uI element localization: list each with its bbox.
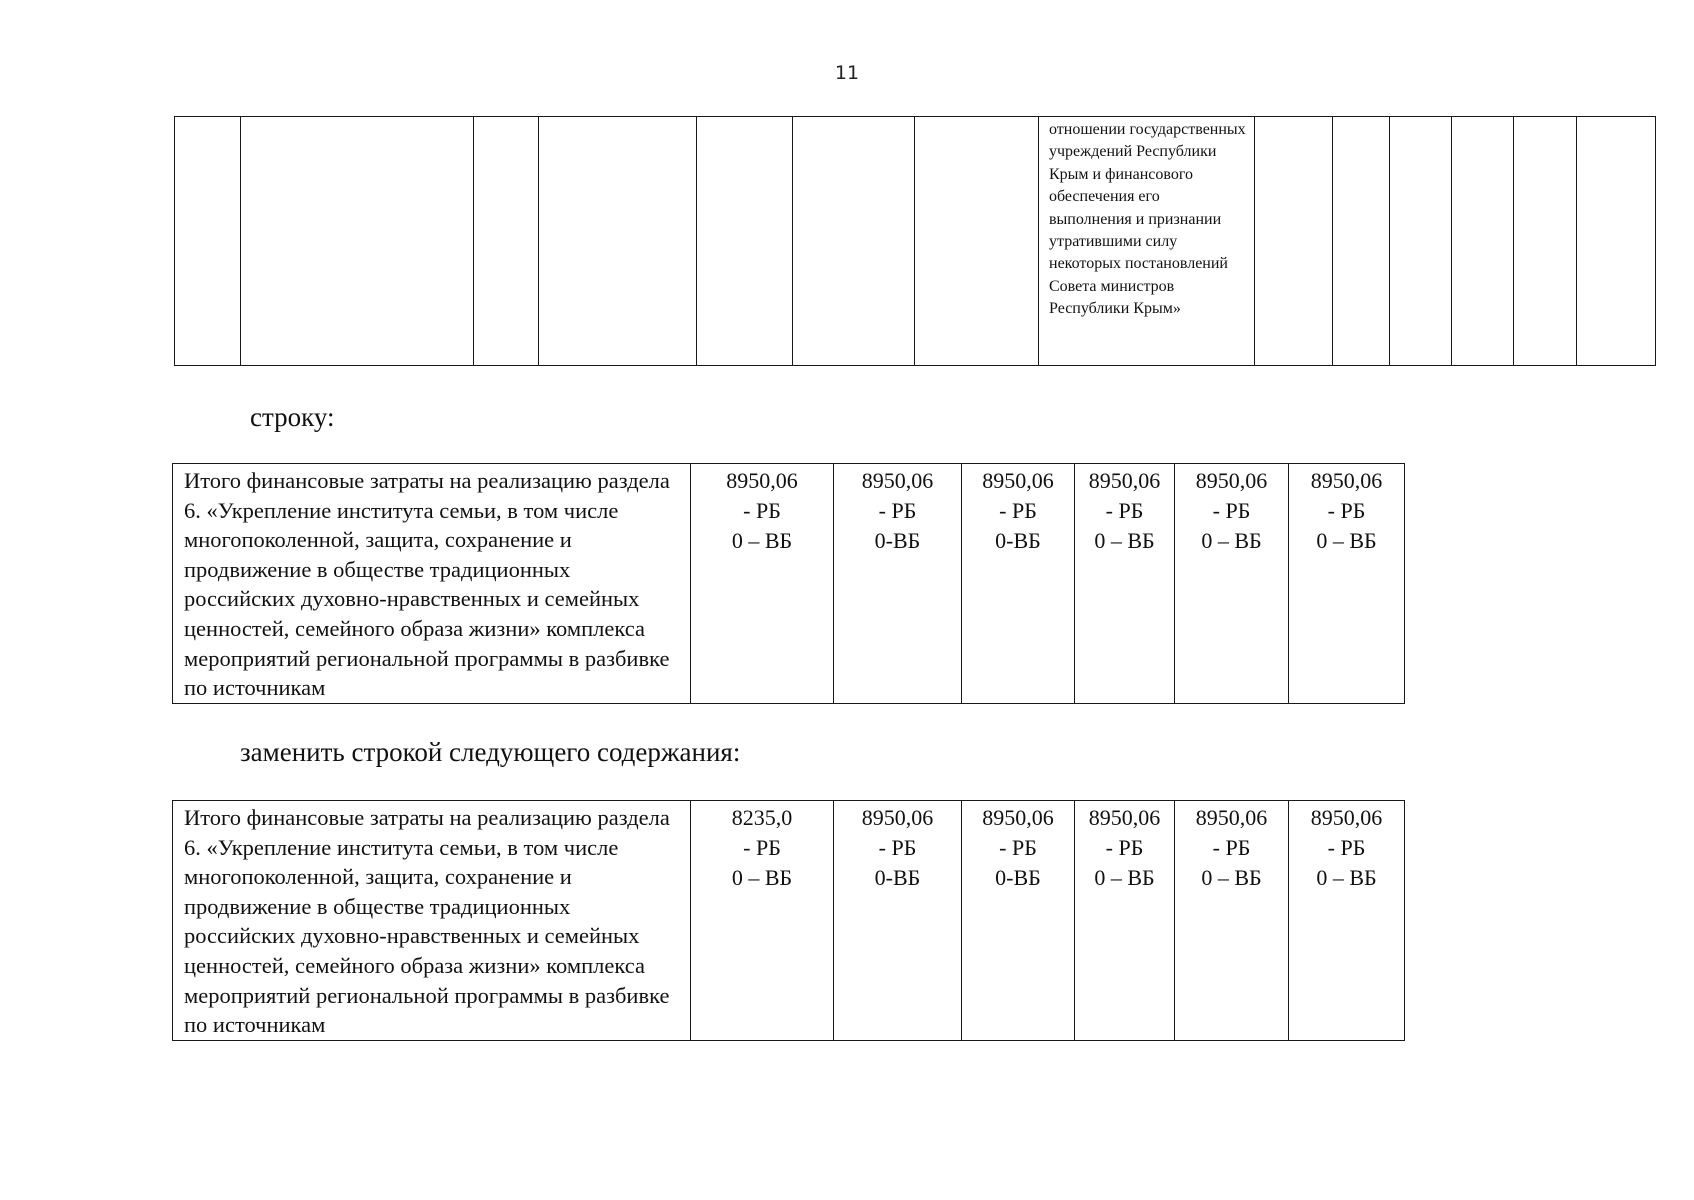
table-cell xyxy=(1577,117,1656,366)
table-cell xyxy=(539,117,697,366)
source-vb: 0-ВБ xyxy=(874,865,921,890)
source-vb: 0 – ВБ xyxy=(1316,865,1377,890)
source-rb: - РБ xyxy=(1327,835,1366,860)
caption-old-row: строку: xyxy=(250,402,335,432)
table-row xyxy=(173,801,1405,1041)
amount: 8950,06 xyxy=(982,468,1054,493)
source-vb: 0 – ВБ xyxy=(1094,528,1155,553)
value-cell xyxy=(962,801,1075,1041)
amount: 8950,06 xyxy=(861,805,934,830)
source-rb: - РБ xyxy=(999,498,1037,523)
value-cell xyxy=(1075,801,1175,1041)
value-cell xyxy=(1289,801,1405,1041)
table-cell xyxy=(474,117,539,366)
value-cell xyxy=(1289,464,1405,704)
amount: 8950,06 xyxy=(861,468,934,493)
table-cell xyxy=(1333,117,1390,366)
table-cell xyxy=(241,117,474,366)
source-rb: - РБ xyxy=(1105,498,1144,523)
table-cell xyxy=(697,117,793,366)
new-row-table xyxy=(172,800,1405,1041)
source-rb: - РБ xyxy=(878,498,917,523)
row-description: Итого финансовые затраты на реализацию раздела 6. «Укрепление института семьи, в том числе многопоколенной, защита, сохранение и продвижение в обществе традиционных российских духовно-нравственных и семейных ценностей, семейного образа жизни» комплекса мероприятий региональной программы в разбивке по источникам xyxy=(173,464,691,704)
amount: 8950,06 xyxy=(1088,805,1161,830)
table-cell xyxy=(915,117,1039,366)
table-row xyxy=(175,117,1656,366)
source-vb: 0 – ВБ xyxy=(1094,865,1155,890)
source-vb: 0-ВБ xyxy=(995,865,1041,890)
source-rb: - РБ xyxy=(1327,498,1366,523)
table-cell xyxy=(1452,117,1514,366)
amount: 8950,06 xyxy=(726,468,798,493)
page-number: 11 xyxy=(834,62,860,84)
source-rb: - РБ xyxy=(999,835,1037,860)
value-cell xyxy=(1075,464,1175,704)
table-cell xyxy=(793,117,915,366)
value-cell xyxy=(691,801,834,1041)
source-rb: - РБ xyxy=(1212,835,1251,860)
source-vb: 0 – ВБ xyxy=(1316,528,1377,553)
source-rb: - РБ xyxy=(743,835,781,860)
source-vb: 0-ВБ xyxy=(995,528,1041,553)
value-cell xyxy=(691,464,834,704)
value-cell xyxy=(834,801,962,1041)
amount: 8950,06 xyxy=(1195,805,1268,830)
source-rb: - РБ xyxy=(878,835,917,860)
amount: 8950,06 xyxy=(1310,805,1383,830)
amount: 8950,06 xyxy=(1088,468,1161,493)
table-cell xyxy=(1255,117,1333,366)
value-cell xyxy=(834,464,962,704)
source-rb: - РБ xyxy=(1212,498,1251,523)
table-cell xyxy=(175,117,241,366)
table-row xyxy=(173,464,1405,704)
amount: 8950,06 xyxy=(1310,468,1383,493)
amount: 8950,06 xyxy=(1195,468,1268,493)
source-vb: 0-ВБ xyxy=(874,528,921,553)
document-title-fragment: отношении государственных учреждений Республики Крым и финансового обеспечения его выполнения и признании утратившими силу некоторых постановлений Совета министров Республики Крым» xyxy=(1039,117,1255,366)
row-description: Итого финансовые затраты на реализацию раздела 6. «Укрепление института семьи, в том числе многопоколенной, защита, сохранение и продвижение в обществе традиционных российских духовно-нравственных и семейных ценностей, семейного образа жизни» комплекса мероприятий региональной программы в разбивке по источникам xyxy=(173,801,691,1041)
caption-new-row: заменить строкой следующего содержания: xyxy=(240,737,741,767)
continuation-table xyxy=(174,116,1656,366)
value-cell xyxy=(1175,464,1289,704)
source-vb: 0 – ВБ xyxy=(731,528,793,553)
old-row-table xyxy=(172,463,1405,704)
source-vb: 0 – ВБ xyxy=(731,865,793,890)
value-cell xyxy=(962,464,1075,704)
amount: 8950,06 xyxy=(982,805,1054,830)
source-rb: - РБ xyxy=(1105,835,1144,860)
value-cell xyxy=(1175,801,1289,1041)
source-vb: 0 – ВБ xyxy=(1201,528,1262,553)
source-vb: 0 – ВБ xyxy=(1201,865,1262,890)
table-cell xyxy=(1514,117,1577,366)
amount: 8235,0 xyxy=(731,805,793,830)
table-cell xyxy=(1390,117,1452,366)
source-rb: - РБ xyxy=(743,498,781,523)
